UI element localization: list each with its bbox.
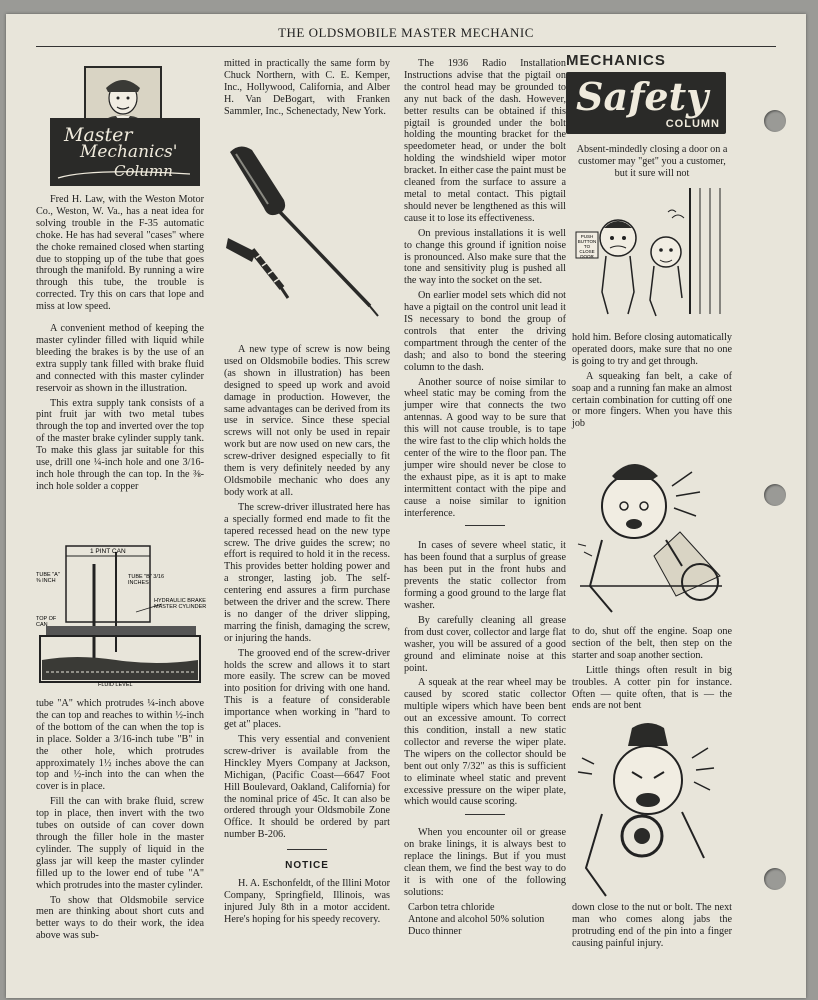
section-rule <box>465 814 505 815</box>
fan-belt-cartoon-icon <box>572 436 732 622</box>
paragraph: This extra supply tank consists of a pint fruit jar with two metal tubes through the top and inverted over the top of the master brake cylinder supply tank. To make this glass jar suitable for this use, drill one ¼-inch hole and one 3/16-inch hole through the can top. In the ⅜-inch hole solder a copper <box>36 397 204 492</box>
safety-title-script: Safety <box>576 74 709 119</box>
logo-line1: Master <box>64 124 133 146</box>
diagram-label-can: 1 PINT CAN <box>90 548 126 555</box>
cotter-pin-cartoon <box>572 718 732 898</box>
page-header: THE OLDSMOBILE MASTER MECHANIC <box>278 25 534 40</box>
solutions-list <box>404 902 566 938</box>
paragraph: tube "A" which protrudes ¼-inch above the can top and reaches to within ½-inch of the bottom of the can when the top is in place. Solder a 3/16-inch tube "B" in the other hole, which protrudes approximately 1½ inches above the can top and ½-inch into the can when the cover is in place. <box>36 698 204 793</box>
middle-column-top <box>224 58 390 121</box>
paragraph: A new type of screw is now being used on Oldsmobile bodies. This screw (as shown in illustration) has been designed to speed up work and avoid damage in production. However, the same advantages can be derived from its use in service. Since these special screws will not only be used in repair work but are now used on new cars, the screw-driver designed especially to fit them is very definitely needed by any Oldsmobile mechanic who does any body work at all. <box>224 344 390 498</box>
paragraph: In cases of severe wheel static, it has been found that a surplus of grease has been put in the front hubs and prevents the static collector from forming a good ground to the large flat washer. <box>404 540 566 611</box>
fan-belt-cartoon <box>572 436 732 622</box>
list-item: Duco thinner <box>408 925 462 937</box>
cotter-pin-cartoon-icon <box>572 718 732 898</box>
paragraph: to do, shut off the engine. Soap one section of the belt, then step on the starter and soap another section. <box>572 626 732 661</box>
screwdriver-icon <box>222 138 392 324</box>
paragraph: To show that Oldsmobile service men are thinking about short cuts and better ways to do their work, the idea above was sub- <box>36 894 204 942</box>
safety-text-3 <box>572 626 732 715</box>
section-rule <box>465 525 505 526</box>
paragraph: down close to the nut or bolt. The next man who comes along jabs the protruding end of the pin into a finger causing painful injury. <box>572 902 732 949</box>
paragraph: Fred H. Law, with the Weston Motor Co., Weston, W. Va., has a neat idea for solving trouble in the F-35 automatic choke. He has had several "cases" where the choke remained closed when starting due to stopping up of the tube that goes through the manifold. By running a wire through this tube, the trouble is corrected. Try this on cars that lope and miss at low speed. <box>36 194 204 313</box>
safety-title-top: MECHANICS <box>566 52 666 69</box>
brake-cylinder-diagram <box>36 542 207 692</box>
notice-paragraph: H. A. Eschonfeldt, of the Illini Motor Company, Springfield, Illinois, was injured July 8th in a motor accident. Here's hoping for his speedy recovery. <box>224 878 390 925</box>
punch-hole-top <box>764 110 786 132</box>
diagram-label-tube-b: TUBE "B" 3/16 INCHES <box>128 574 165 586</box>
middle-column-body <box>224 344 390 929</box>
paragraph: A squeaking fan belt, a cake of soap and a running fan make an almost certain combination for cutting off one or more fingers. When you have this job <box>572 370 732 430</box>
paragraph: Little things often result in big troubles. A cotter pin for instance. Often — quite often, that is — the ends are not bent <box>572 664 732 712</box>
list-item: Carbon tetra chloride <box>408 901 495 913</box>
logo-line2: Mechanics' <box>80 142 178 162</box>
header-rule <box>36 46 776 47</box>
paragraph: On previous installations it is well to change this ground if ignition noise is pronounced. Also make sure that the tone and sensitivity plug is pushed all the way into the socket on the set. <box>404 227 566 287</box>
notice-heading: NOTICE <box>285 860 329 872</box>
paragraph: A squeak at the rear wheel may be caused by scored static collector multiple wipers which have been bent out an excessive amount. To correct this condition, install a new static collector and reverse the wiper plate. The wipers on the collector should be bent out only 7/32" as this is sufficient to eliminate wheel static and prevent excessive pressure on the wiper plate, which would cause scoring. <box>404 677 566 808</box>
paragraph: On earlier model sets which did not have a pigtail on the control unit lead it IS necessary to bond the group of controls that enter the driving compartment through the center of the dash; and also to bond the steering column to the dash. <box>404 290 566 373</box>
diagram-label-master-cylinder: HYDRAULIC BRAKE MASTER CYLINDER <box>154 598 207 610</box>
section-rule <box>287 849 327 850</box>
diagram-label-top-of-can: TOP OF CAN <box>36 616 57 628</box>
paragraph: hold him. Before closing automatically operated doors, make sure that no one is going to try and get through. <box>572 332 732 367</box>
paragraph: Another source of noise similar to wheel static may be coming from the jumper wire that connects the two antennas. A good way to be sure that this will not cause trouble, is to tape the wire fast to the clip which holds the center of the wire to the floor pan. The jumper wire should never be close to the exhaust pipe, as it is apt to make intermittent contact with the pipe and cause a noise similar to ignition interference. <box>404 376 566 519</box>
paragraph: The 1936 Radio Installation Instructions advise that the pigtail on the control head may be grounded to any nut back of the dash. However, better results can be obtained if this pigtail is grounded under the bolt holding the mounting bracket for the speedometer head, or under the bolt holding the windshield wiper motor bracket. In either case the paint must be cleaned from the surface to assure a metal to metal contact. This pigtail should never be lengthened as this will cause it to lose its effectiveness. <box>404 58 566 224</box>
logo-banner <box>50 118 200 186</box>
paragraph: mitted in practically the same form by Chuck Northern, with C. E. Kemper, Inc., Hollywood, California, and Alber H. Van DeBogart, with Franken Sammler, Inc., Schenectady, New York. <box>224 58 390 117</box>
paragraph: When you encounter oil or grease on brake linings, it is always best to replace the linings. But if you must clean them, we find the best way to do it is with one of the following solutions: <box>404 827 566 898</box>
safety-text-2 <box>572 332 732 433</box>
paragraph: This very essential and convenient screw-driver is available from the Hinckley Myers Company at Jackson, Michigan, (Pacific Coast—6647 Foot Hill Boulevard, Oakland, California) for the nominal price of 45c. It can also be ordered through your Oldsmobile Zone Office. It should be ordered by part number B-206. <box>224 734 390 841</box>
safety-title-bottom: COLUMN <box>665 118 720 130</box>
door-button-sign: PUSH BUTTON TO CLOSE DOOR <box>577 234 597 259</box>
logo-line3: Column <box>114 162 173 180</box>
list-item: Antone and alcohol 50% solution <box>408 913 545 925</box>
safety-banner <box>566 72 726 134</box>
safety-intro <box>572 144 732 183</box>
diagram-label-tube-a: TUBE "A" ⅜ INCH <box>36 572 60 584</box>
paragraph: The grooved end of the screw-driver holds the screw and allows it to start more easily. The screw can be moved into position for driving with one hand. This is a feature of considerable importance when working in "hard to get at" places. <box>224 647 390 731</box>
diagram-label-fluid-level: FLUID LEVEL <box>98 682 133 688</box>
left-column-top <box>36 194 204 496</box>
newsletter-page <box>6 14 806 998</box>
screwdriver-illustration <box>222 138 392 324</box>
door-cartoon <box>572 182 732 322</box>
paragraph: A convenient method of keeping the master cylinder filled with liquid while bleeding the brakes is by the use of an extra supply tank filled with brake fluid and connected with this master cylinder reservoir as shown in the illustration. <box>36 323 204 394</box>
paragraph: Fill the can with brake fluid, screw top in place, then invert with the two tubes on outside of can cover down through the filler hole in the master cylinder. The supply of liquid in the glass jar will keep the master cylinder filled up to the lower end of tube "A" which protrudes into the master cylinder. <box>36 796 204 891</box>
paragraph: The screw-driver illustrated here has a specially formed end made to fit the tapered recessed head on the new type screw. The drive guides the screw; no effort is required to hold it in the recess. This provides better holding power and a stronger, lasting job. The self-centering end assures a firm purchase between the driver and the screw. There is no danger of the driver slipping, marring the finish, damaging the screw, or injuring the hands. <box>224 501 390 644</box>
punch-hole-bottom <box>764 868 786 890</box>
left-column-bottom <box>36 698 204 945</box>
safety-text-4 <box>572 902 732 953</box>
third-column <box>404 58 566 938</box>
paragraph: By carefully cleaning all grease from dust cover, collector and large flat washer, you will be assured of a good ground and eliminate noise at this point. <box>404 614 566 674</box>
paragraph: Absent-mindedly closing a door on a customer may "get" you a customer, but it sure will not <box>576 144 728 179</box>
punch-hole-middle <box>764 484 786 506</box>
